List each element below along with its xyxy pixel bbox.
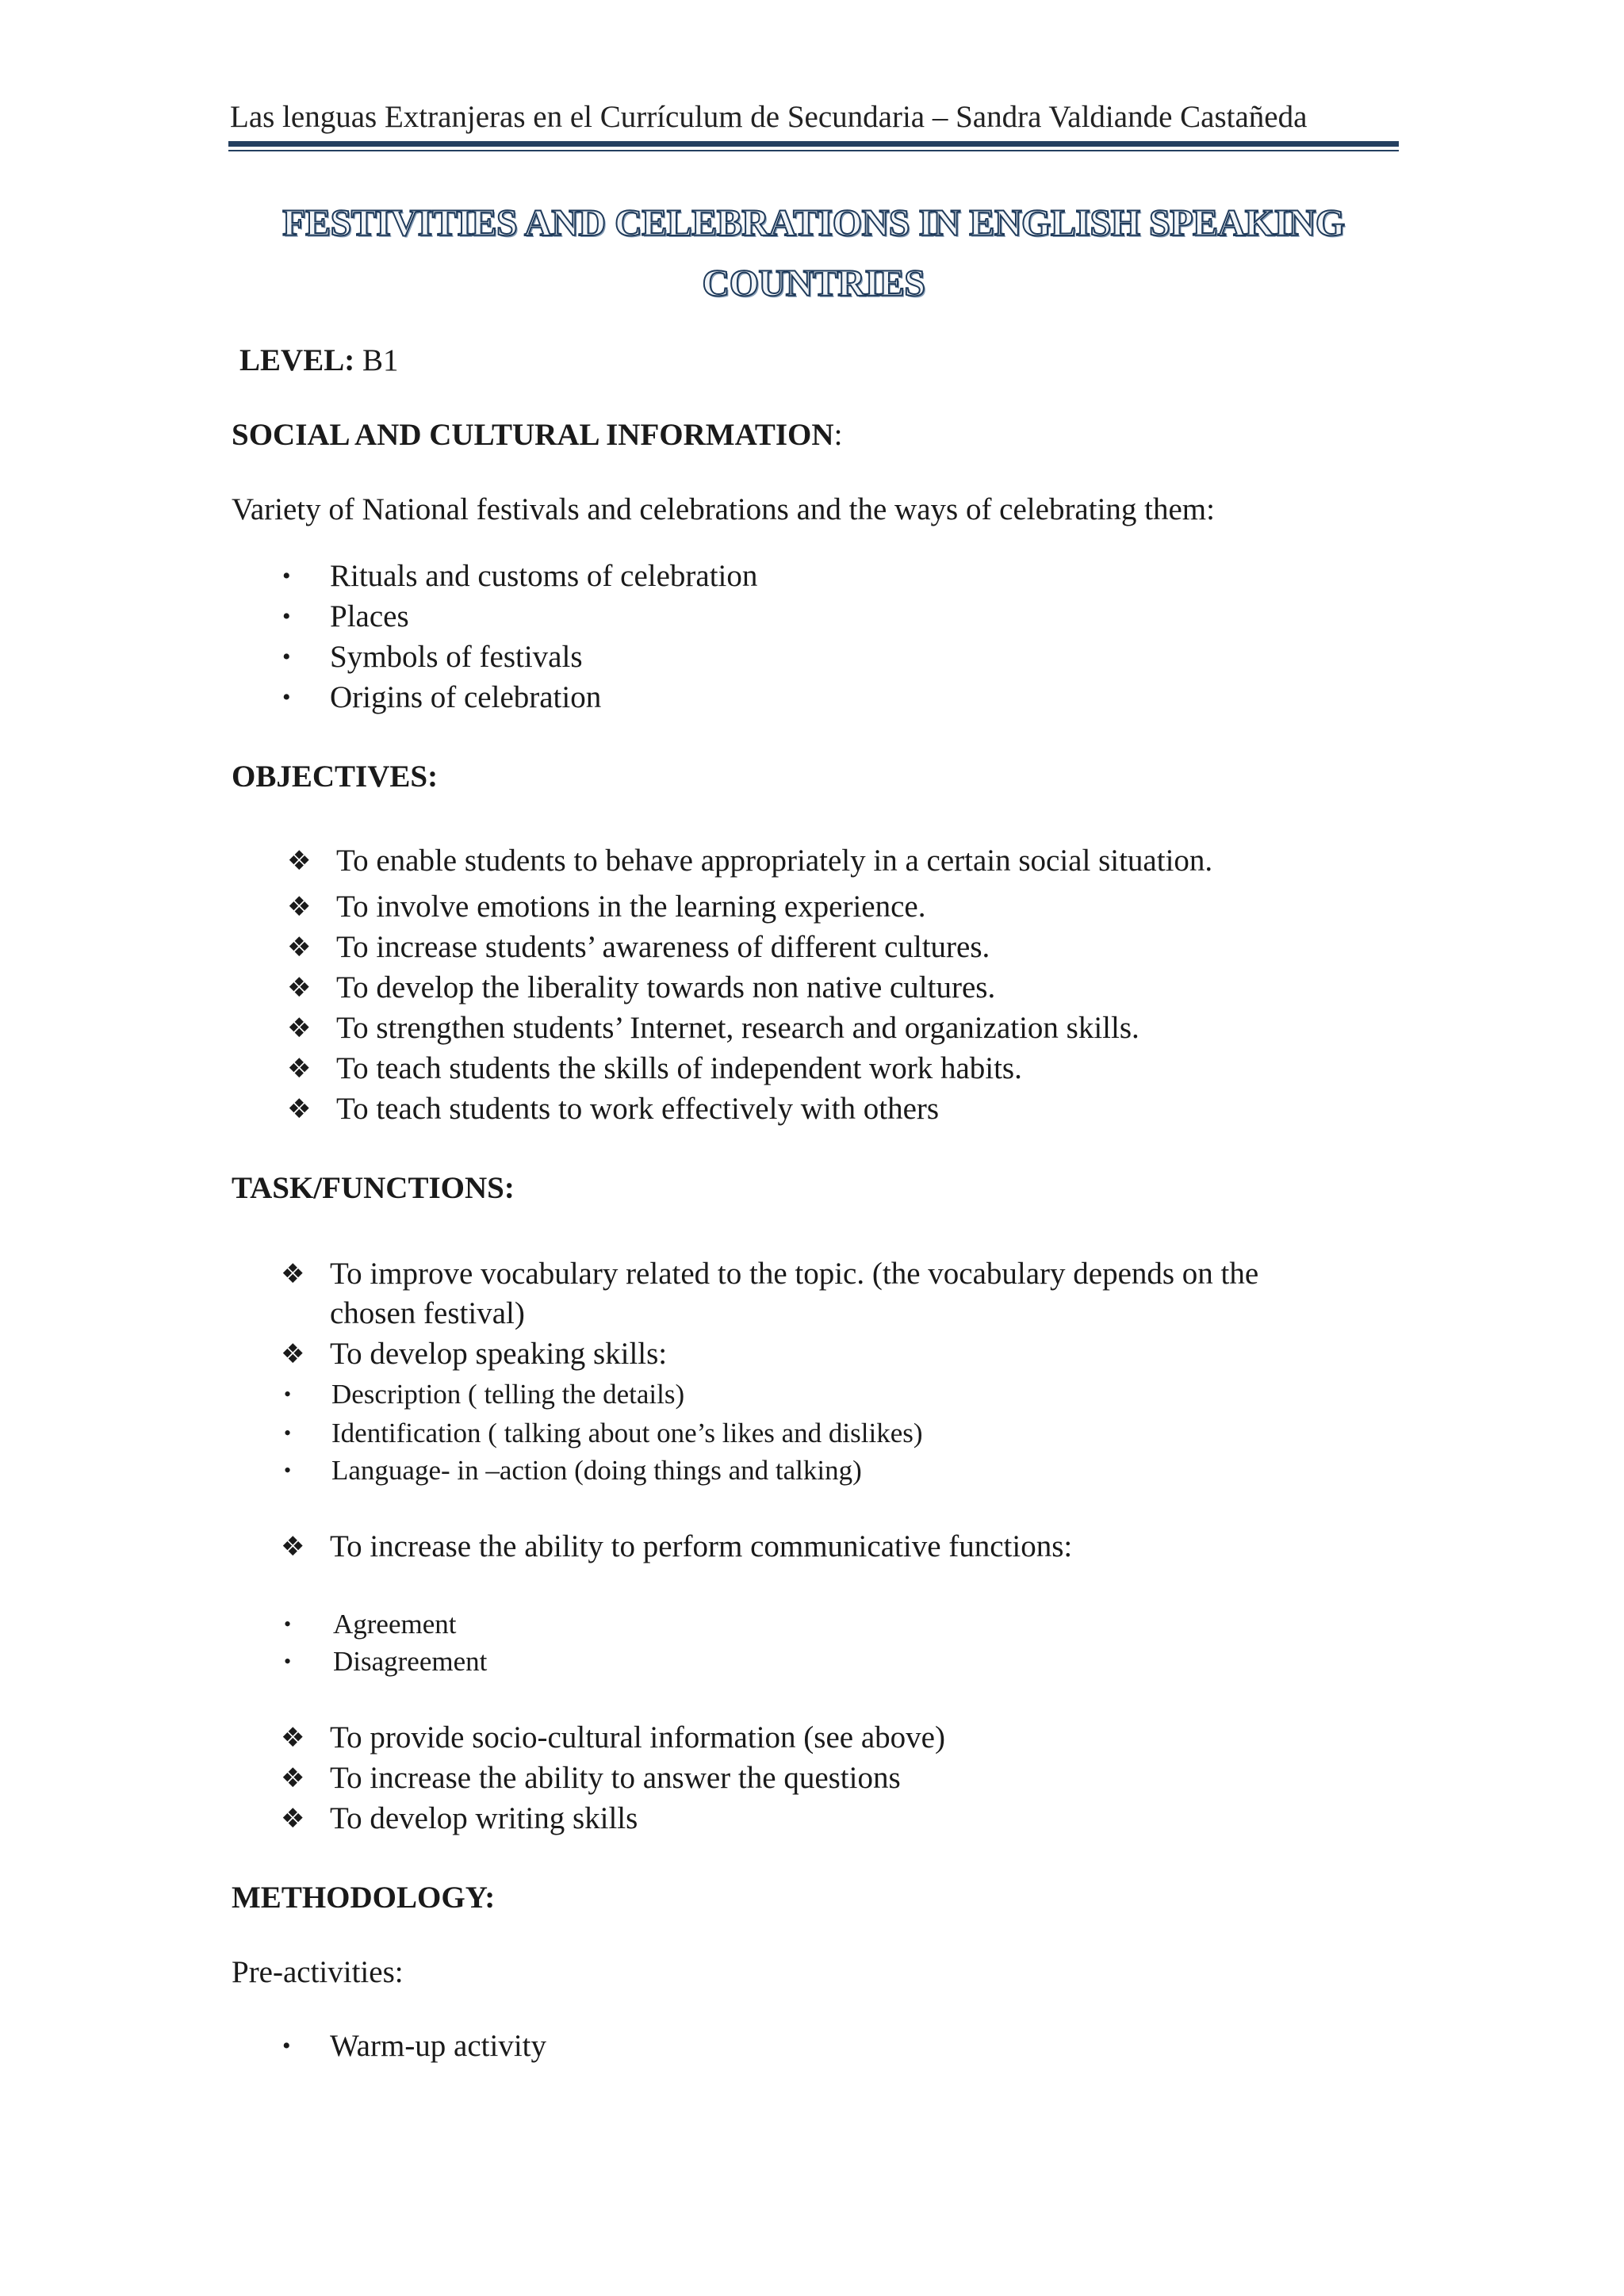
objective-item: To involve emotions in the learning experience. [336,890,926,924]
diamond-bullet-icon: ❖ [287,891,312,923]
objectives-heading: OBJECTIVES: [232,760,439,794]
diamond-bullet-icon: ❖ [281,1258,305,1290]
speaking-sub-item: Identification ( talking about one’s likes and dislikes) [331,1418,923,1448]
diamond-bullet-icon: ❖ [281,1803,305,1835]
communicative-sub-item: Agreement [333,1609,457,1640]
methodology-heading: METHODOLOGY: [232,1881,496,1915]
social-heading [232,415,842,455]
document-title [230,193,1397,314]
diamond-bullet-icon: ❖ [281,1531,305,1563]
tasks-heading: TASK/FUNCTIONS: [232,1171,515,1205]
diamond-bullet-icon: ❖ [287,972,312,1004]
title-line-1: FESTIVITIES AND CELEBRATIONS IN ENGLISH SPEAKING [282,202,1345,244]
bullet-icon: • [284,1383,292,1406]
social-item: Places [330,599,409,633]
social-item: Rituals and customs of celebration [330,559,758,593]
objective-item: To enable students to behave appropriately in a certain social situation. [336,844,1213,878]
bullet-icon: • [282,644,291,670]
objective-item: To develop the liberality towards non native cultures. [336,970,996,1004]
social-heading-text: SOCIAL AND CULTURAL INFORMATION [232,418,834,452]
diamond-bullet-icon: ❖ [281,1762,305,1794]
running-header: Las lenguas Extranjeras en el Currículum de Secundaria – Sandra Valdiande Castañeda [230,100,1308,134]
diamond-bullet-icon: ❖ [287,845,312,877]
objective-item: To increase students’ awareness of different cultures. [336,930,990,964]
diamond-bullet-icon: ❖ [287,1012,312,1044]
task-item: To develop writing skills [330,1801,638,1835]
bullet-icon: • [284,1459,292,1482]
bullet-icon: • [282,2033,291,2059]
bullet-icon: • [284,1650,292,1673]
task-item-vocabulary-continued: chosen festival) [330,1296,525,1330]
task-item: To increase the ability to answer the questions [330,1761,901,1795]
level-line [239,341,398,381]
speaking-sub-item: Description ( telling the details) [331,1379,685,1410]
social-item: Symbols of festivals [330,640,583,674]
diamond-bullet-icon: ❖ [287,1093,312,1125]
diamond-bullet-icon: ❖ [287,932,312,963]
objective-item: To teach students to work effectively with others [336,1092,940,1126]
social-heading-colon: : [833,418,843,452]
task-item: To provide socio-cultural information (see above) [330,1720,945,1755]
diamond-bullet-icon: ❖ [287,1053,312,1085]
task-item-vocabulary: To improve vocabulary related to the topic. (the vocabulary depends on the [330,1257,1259,1291]
header-rule [228,141,1399,147]
objective-item: To strengthen students’ Internet, research and organization skills. [336,1011,1139,1045]
title-line-2: COUNTRIES [702,262,925,304]
methodology-item: Warm-up activity [330,2029,547,2063]
diamond-bullet-icon: ❖ [281,1722,305,1754]
bullet-icon: • [282,684,291,710]
task-item-speaking: To develop speaking skills: [330,1337,668,1371]
level-label: LEVEL: [239,343,355,377]
bullet-icon: • [282,603,291,629]
bullet-icon: • [284,1422,292,1445]
bullet-icon: • [284,1613,292,1636]
level-value: B1 [354,343,399,377]
social-item: Origins of celebration [330,680,602,714]
header-rule-thin [228,150,1399,151]
task-item-communicative: To increase the ability to perform communicative functions: [330,1529,1073,1563]
diamond-bullet-icon: ❖ [281,1338,305,1370]
communicative-sub-item: Disagreement [333,1646,488,1677]
bullet-icon: • [282,563,291,589]
social-intro: Variety of National festivals and celebrations and the ways of celebrating them: [232,492,1215,526]
pre-activities-label: Pre-activities: [232,1955,404,1989]
speaking-sub-item: Language- in –action (doing things and talking) [331,1455,862,1486]
objective-item: To teach students the skills of independent work habits. [336,1051,1022,1085]
